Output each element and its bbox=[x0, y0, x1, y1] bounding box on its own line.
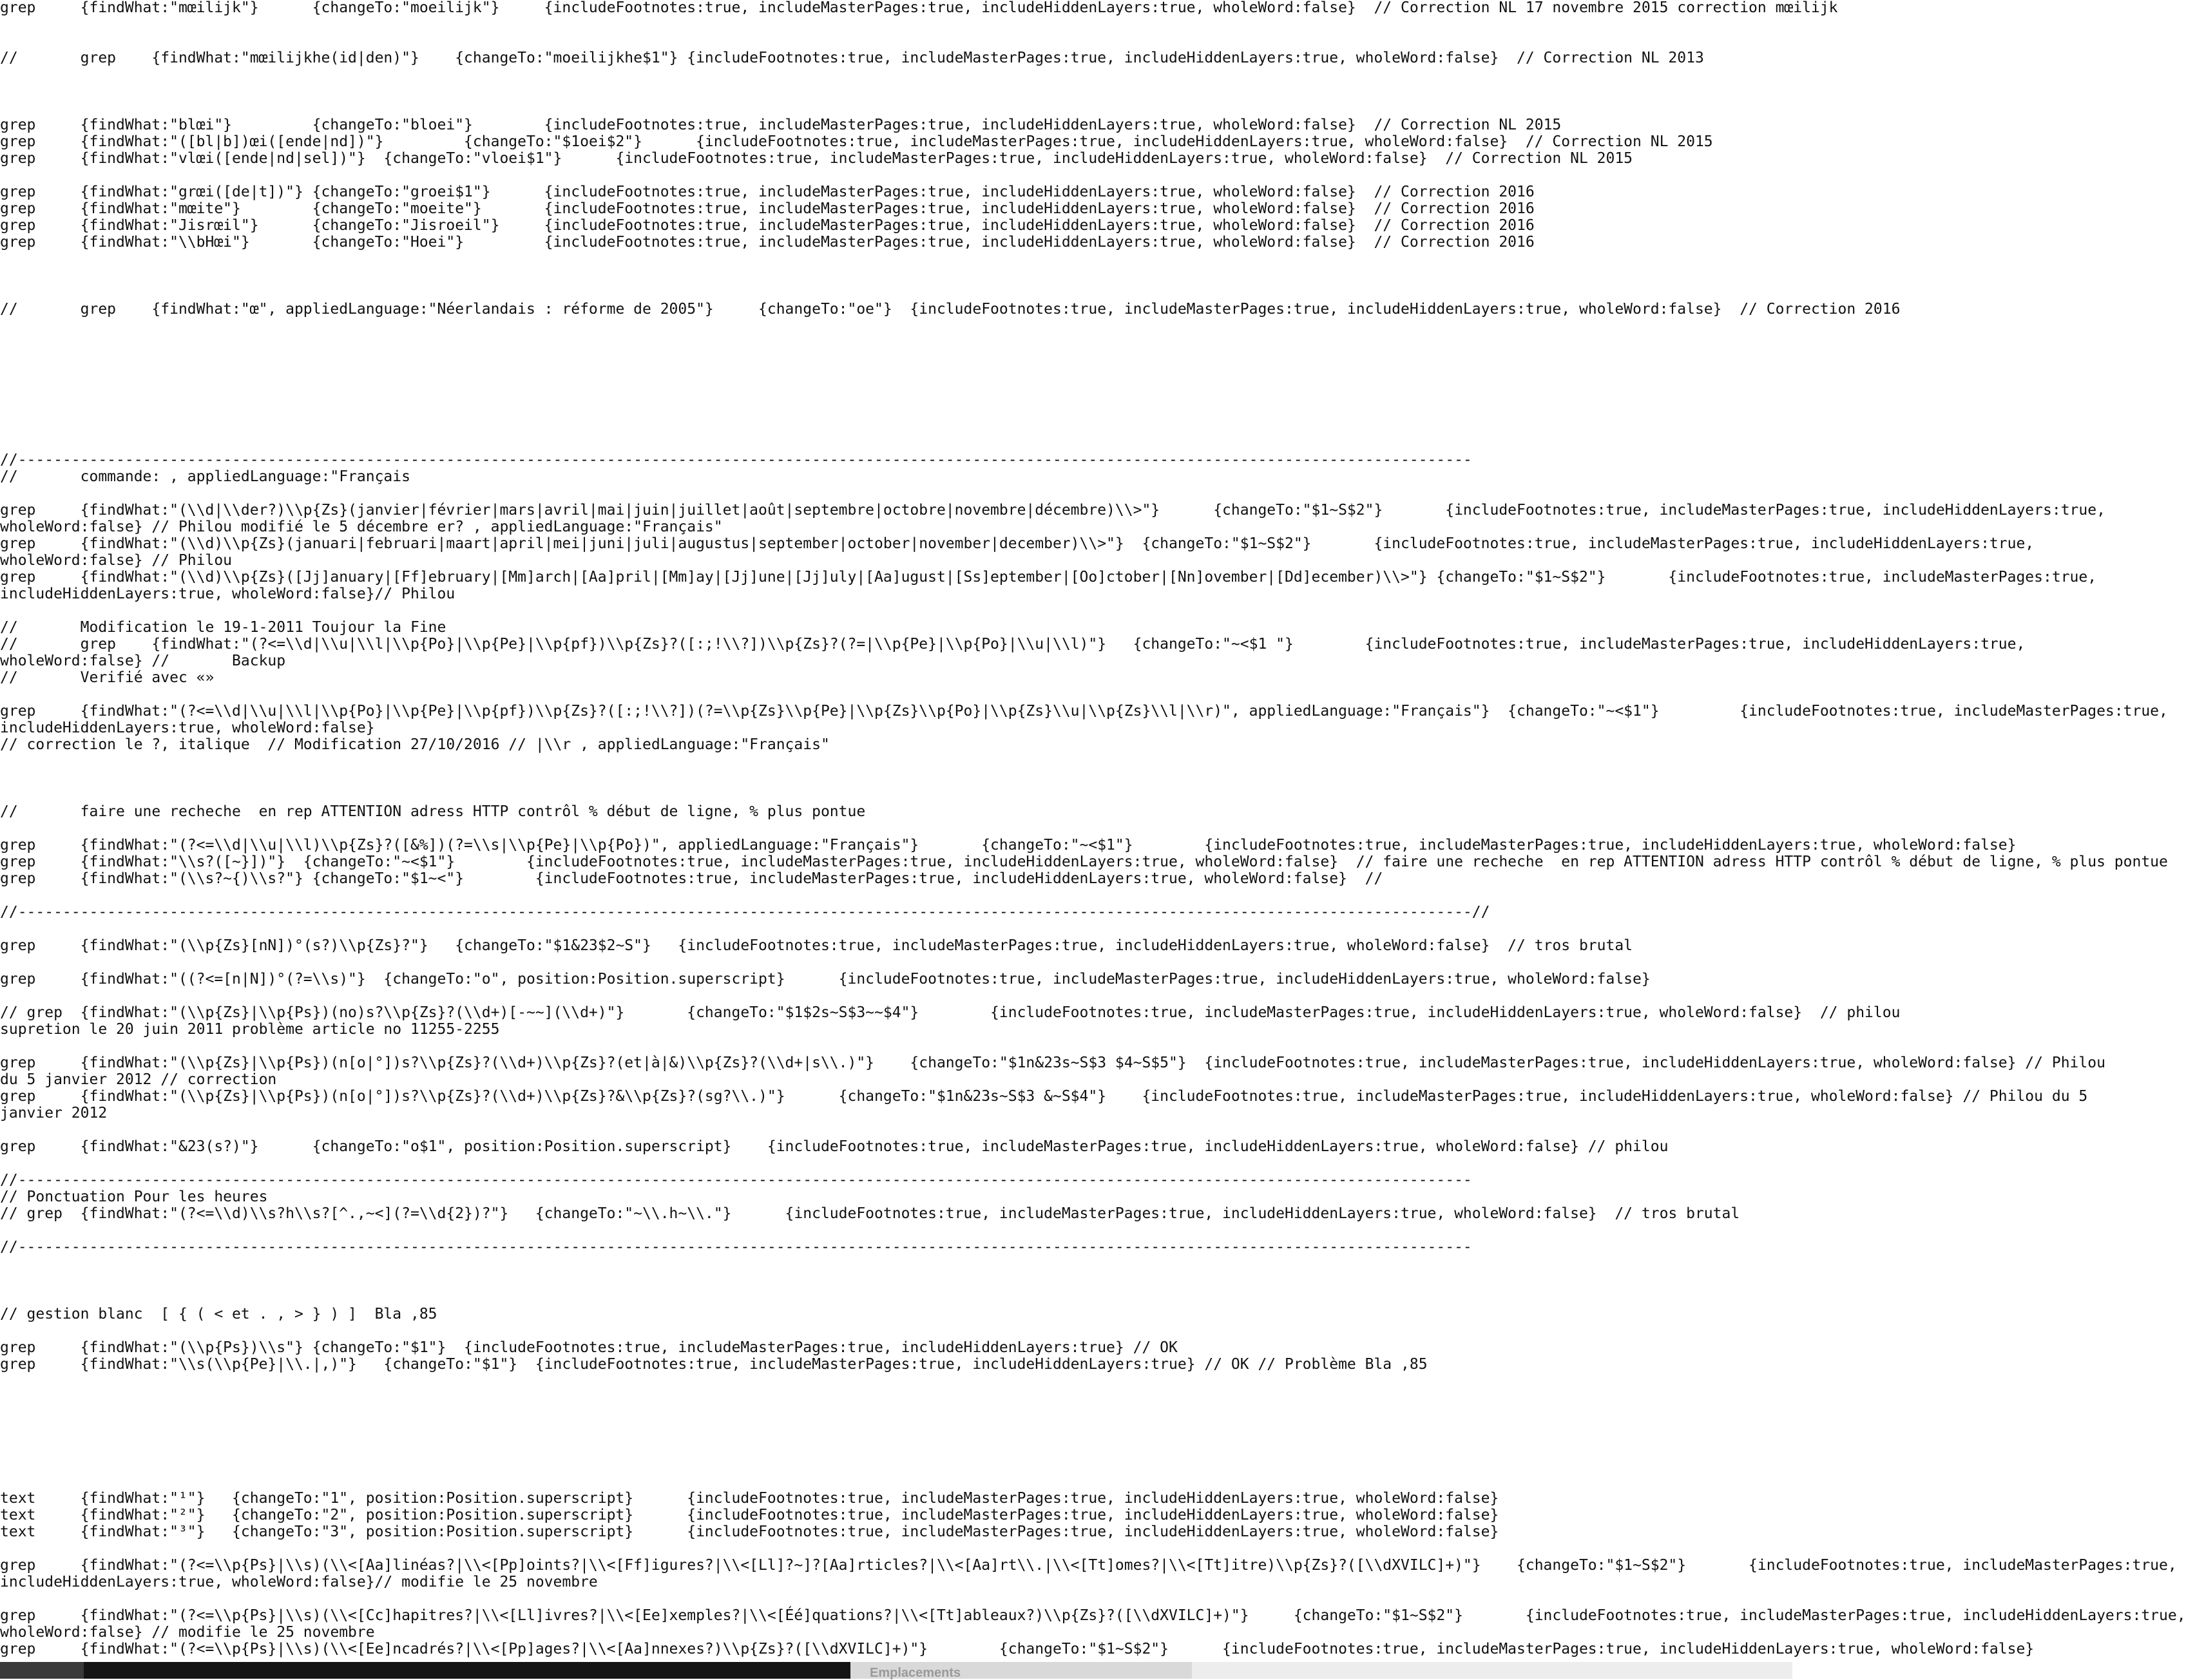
code-line[interactable]: grep {findWhat:"grœi([de|t])"} {changeTo:"groei$1"} {includeFootnotes:true, includeMasterPages:true, includeHiddenLayers:true, wholeWord:false} // Correction 2016 bbox=[0, 184, 1535, 200]
code-line[interactable]: // faire une recheche en rep ATTENTION adress HTTP contrôl % début de ligne, % plus pontue bbox=[0, 803, 866, 820]
code-line[interactable]: includeHiddenLayers:true, wholeWord:false}// modifie le 25 novembre bbox=[0, 1574, 598, 1590]
code-line[interactable]: janvier 2012 bbox=[0, 1105, 108, 1122]
code-line[interactable]: grep {findWhat:"mœilijk"} {changeTo:"moeilijk"} {includeFootnotes:true, includeMasterPages:true, includeHiddenLayers:true, wholeWord:false} // Correction NL 17 novembre 2015 correction mœilijk bbox=[0, 0, 1838, 16]
code-line[interactable]: grep {findWhat:"\\s?([~}])"} {changeTo:"~<$1"} {includeFootnotes:true, includeMasterPages:true, includeHiddenLayers:true, wholeWord:false} // faire une recheche en rep ATTENTION adress HTTP contrôl % début de ligne, % plus pontue bbox=[0, 854, 2168, 870]
code-line[interactable]: // commande: , appliedLanguage:"Français bbox=[0, 468, 410, 485]
code-line[interactable]: grep {findWhat:"(\\s?~{)\\s?"} {changeTo:"$1~<"} {includeFootnotes:true, includeMasterPages:true, includeHiddenLayers:true, wholeWord:false} // bbox=[0, 870, 1383, 887]
code-line[interactable]: grep {findWhat:"(\\p{Zs}|\\p{Ps})(n[o|°])s?\\p{Zs}?(\\d+)\\p{Zs}?(et|à|&)\\p{Zs}?(\\d+|s\\.)"} {changeTo:"$1n&23s~S$3 $4~S$5"} {includeFootnotes:true, includeMasterPages:true, includeHiddenLayers:true, wholeWord:false} // Philou bbox=[0, 1055, 2105, 1071]
code-line[interactable]: grep {findWhat:"vlœi([ende|nd|sel])"} {changeTo:"vloei$1"} {includeFootnotes:true, includeMasterPages:true, includeHiddenLayers:true, wholeWord:false} // Correction NL 2015 bbox=[0, 150, 1633, 167]
code-line[interactable]: // grep {findWhat:"œ", appliedLanguage:"Néerlandais : réforme de 2005"} {changeTo:"oe"} {includeFootnotes:true, includeMasterPages:true, includeHiddenLayers:true, wholeWord:false} // Correction 2016 bbox=[0, 301, 1901, 318]
code-line[interactable]: grep {findWhat:"((?<=[n|N])°(?=\\s)"} {changeTo:"o", position:Position.superscript} {includeFootnotes:true, includeMasterPages:true, includeHiddenLayers:true, wholeWord:false} bbox=[0, 971, 1651, 988]
code-line[interactable]: // correction le ?, italique // Modification 27/10/2016 // |\\r , appliedLanguage:"Français" bbox=[0, 736, 830, 753]
code-line[interactable]: grep {findWhat:"(\\p{Zs}|\\p{Ps})(n[o|°])s?\\p{Zs}?(\\d+)\\p{Zs}?&\\p{Zs}?(sg?\\.)"} {changeTo:"$1n&23s~S$3 &~S$4"} {includeFootnotes:true, includeMasterPages:true, includeHiddenLayers:true, wholeWord:false} // Philou du 5 bbox=[0, 1088, 2088, 1105]
code-line[interactable]: // Verifié avec «» bbox=[0, 669, 215, 686]
code-line[interactable]: //------------------------------------------------------------------------------------------------------------------------------------------------------------------- bbox=[0, 1239, 1472, 1255]
code-line[interactable]: //------------------------------------------------------------------------------------------------------------------------------------------------------------------- bbox=[0, 1172, 1472, 1188]
panel-tab-dark[interactable] bbox=[84, 1662, 850, 1679]
code-line[interactable]: grep {findWhat:"&23(s?)"} {changeTo:"o$1", position:Position.superscript} {includeFootnotes:true, includeMasterPages:true, includeHiddenLayers:true, wholeWord:false} // philou bbox=[0, 1138, 1669, 1155]
code-line[interactable]: grep {findWhat:"mœite"} {changeTo:"moeite"} {includeFootnotes:true, includeMasterPages:true, includeHiddenLayers:true, wholeWord:false} // Correction 2016 bbox=[0, 200, 1535, 217]
code-line[interactable]: //-------------------------------------------------------------------------------------------------------------------------------------------------------------------// bbox=[0, 904, 1490, 921]
code-line[interactable]: // grep {findWhat:"(?<=\\d)\\s?h\\s?[^.,~<](?=\\d{2})?"} {changeTo:"~\\.h~\\."} {includeFootnotes:true, includeMasterPages:true, includeHiddenLayers:true, wholeWord:false} // tros brutal bbox=[0, 1205, 1740, 1222]
code-line[interactable]: grep {findWhat:"\\s(\\p{Pe}|\\.|,)"} {changeTo:"$1"} {includeFootnotes:true, includeMasterPages:true, includeHiddenLayers:true} // OK // Problème Bla ,85 bbox=[0, 1356, 1428, 1373]
code-line[interactable]: text {findWhat:"¹"} {changeTo:"1", position:Position.superscript} {includeFootnotes:true, includeMasterPages:true, includeHiddenLayers:true, wholeWord:false} bbox=[0, 1490, 1499, 1507]
code-line[interactable]: includeHiddenLayers:true, wholeWord:false} bbox=[0, 720, 375, 736]
code-line[interactable]: grep {findWhat:"(\\d|\\der?)\\p{Zs}(janvier|février|mars|avril|mai|juin|juillet|août|septembre|octobre|novembre|décembre)\\>"} {changeTo:"$1~S$2"} {includeFootnotes:true, includeMasterPages:true, includeHiddenLayers:true, bbox=[0, 502, 2105, 519]
code-line[interactable]: // grep {findWhat:"(\\p{Zs}|\\p{Ps})(no)s?\\p{Zs}?(\\d+)[-~~](\\d+)"} {changeTo:"$1$2s~S$3~~$4"} {includeFootnotes:true, includeMasterPages:true, includeHiddenLayers:true, wholeWord:false} // philou bbox=[0, 1004, 1901, 1021]
code-line[interactable]: grep {findWhat:"\\bHœi"} {changeTo:"Hoei"} {includeFootnotes:true, includeMasterPages:true, includeHiddenLayers:true, wholeWord:false} // Correction 2016 bbox=[0, 234, 1535, 251]
code-line[interactable]: wholeWord:false} // Philou bbox=[0, 552, 233, 569]
panel-tab-empty bbox=[1192, 1662, 1792, 1679]
code-line[interactable]: // grep {findWhat:"mœilijkhe(id|den)"} {changeTo:"moeilijkhe$1"} {includeFootnotes:true, includeMasterPages:true, includeHiddenLayers:true, wholeWord:false} // Correction NL 2013 bbox=[0, 50, 1704, 66]
code-line[interactable]: //------------------------------------------------------------------------------------------------------------------------------------------------------------------- bbox=[0, 452, 1472, 468]
code-line[interactable]: du 5 janvier 2012 // correction bbox=[0, 1071, 277, 1088]
code-line[interactable]: grep {findWhat:"(\\p{Zs}[nN])°(s?)\\p{Zs}?"} {changeTo:"$1&23$2~S"} {includeFootnotes:true, includeMasterPages:true, includeHiddenLayers:true, wholeWord:false} // tros brutal bbox=[0, 937, 1633, 954]
code-line[interactable]: text {findWhat:"²"} {changeTo:"2", position:Position.superscript} {includeFootnotes:true, includeMasterPages:true, includeHiddenLayers:true, wholeWord:false} bbox=[0, 1507, 1499, 1523]
code-line[interactable]: grep {findWhat:"(?<=\\d|\\u|\\l)\\p{Zs}?([&%])(?=\\s|\\p{Pe}|\\p{Po})", appliedLanguage:"Français"} {changeTo:"~<$1"} {includeFootnotes:true, includeMasterPages:true, includeHiddenLayers:true, wholeWord:false} bbox=[0, 837, 2017, 854]
code-line[interactable]: wholeWord:false} // Backup bbox=[0, 653, 286, 669]
code-line[interactable]: wholeWord:false} // modifie le 25 novembre bbox=[0, 1624, 375, 1641]
code-line[interactable]: grep {findWhat:"(\\p{Ps})\\s"} {changeTo:"$1"} {includeFootnotes:true, includeMasterPages:true, includeHiddenLayers:true} // OK bbox=[0, 1339, 1178, 1356]
code-line[interactable]: grep {findWhat:"(\\d)\\p{Zs}(januari|februari|maart|april|mei|juni|juli|augustus|september|october|november|december)\\>"} {changeTo:"$1~S$2"} {includeFootnotes:true, includeMasterPages:true, includeHiddenLayers:true, bbox=[0, 535, 2035, 552]
code-line[interactable]: includeHiddenLayers:true, wholeWord:false}// Philou bbox=[0, 586, 455, 602]
code-line[interactable]: text {findWhat:"³"} {changeTo:"3", position:Position.superscript} {includeFootnotes:true, includeMasterPages:true, includeHiddenLayers:true, wholeWord:false} bbox=[0, 1523, 1499, 1540]
code-line[interactable]: supretion le 20 juin 2011 problème article no 11255-2255 bbox=[0, 1021, 500, 1038]
code-line[interactable]: grep {findWhat:"(?<=\\p{Ps}|\\s)(\\<[Aa]linéas?|\\<[Pp]oints?|\\<[Ff]igures?|\\<[Ll]?~]?[Aa]rticles?|\\<[Aa]rt\\.|\\<[Tt]omes?|\\<[Tt]itre)\\p{Zs}?([\\dXVILC]+)"} {changeTo:"$1~S$2"} {includeFootnotes:true, includeMasterPages:true, bbox=[0, 1557, 2177, 1574]
code-line[interactable]: grep {findWhat:"blœi"} {changeTo:"bloei"} {includeFootnotes:true, includeMasterPages:true, includeHiddenLayers:true, wholeWord:false} // Correction NL 2015 bbox=[0, 117, 1562, 133]
code-line[interactable]: // grep {findWhat:"(?<=\\d|\\u|\\l|\\p{Po}|\\p{Pe}|\\p{pf})\\p{Zs}?([:;!\\?])\\p{Zs}?(?=|\\p{Pe}|\\p{Po}|\\u|\\l)"} {changeTo:"~<$1 "} {includeFootnotes:true, includeMasterPages:true, includeHiddenLayers:true, bbox=[0, 636, 2026, 653]
code-line[interactable]: grep {findWhat:"(\\d)\\p{Zs}([Jj]anuary|[Ff]ebruary|[Mm]arch|[Aa]pril|[Mm]ay|[Jj]une|[Jj]uly|[Aa]ugust|[Ss]eptember|[Oo]ctober|[Nn]ovember|[Dd]ecember)\\>"} {changeTo:"$1~S$2"} {includeFootnotes:true, includeMasterPages:true, bbox=[0, 569, 2097, 586]
code-line[interactable]: // Modification le 19-1-2011 Toujour la Fine bbox=[0, 619, 446, 636]
code-line[interactable]: grep {findWhat:"(?<=\\p{Ps}|\\s)(\\<[Cc]hapitres?|\\<[Ll]ivres?|\\<[Ee]xemples?|\\<[Éé]quations?|\\<[Tt]ableaux?)\\p{Zs}?([\\dXVILC]+)"} {changeTo:"$1~S$2"} {includeFootnotes:true, includeMasterPages:true, includeHiddenLayers:true, bbox=[0, 1607, 2186, 1624]
code-line[interactable]: wholeWord:false} // Philou modifié le 5 décembre er? , appliedLanguage:"Français" bbox=[0, 519, 723, 535]
code-line[interactable]: // Ponctuation Pour les heures bbox=[0, 1188, 268, 1205]
code-line[interactable]: grep {findWhat:"(?<=\\p{Ps}|\\s)(\\<[Ee]ncadrés?|\\<[Pp]ages?|\\<[Aa]nnexes?)\\p{Zs}?([\\dXVILC]+)"} {changeTo:"$1~S$2"} {includeFootnotes:true, includeMasterPages:true, includeHiddenLayers:true, wholeWord:false} bbox=[0, 1641, 2035, 1657]
code-line[interactable]: grep {findWhat:"(?<=\\d|\\u|\\l|\\p{Po}|\\p{Pe}|\\p{pf})\\p{Zs}?([:;!\\?])(?=\\p{Zs}\\p{Pe}|\\p{Zs}\\p{Po}|\\p{Zs}\\u|\\p{Zs}\\l|\\r)", appliedLanguage:"Français"} {changeTo:"~<$1"} {includeFootnotes:true, includeMasterPages:true, bbox=[0, 703, 2168, 720]
code-line[interactable]: grep {findWhat:"Jisrœil"} {changeTo:"Jisroeil"} {includeFootnotes:true, includeMasterPages:true, includeHiddenLayers:true, wholeWord:false} // Correction 2016 bbox=[0, 217, 1535, 234]
emplacements-label: Emplacements bbox=[870, 1666, 961, 1680]
code-line[interactable]: // gestion blanc [ { ( < et . , > } ) ] Bla ,85 bbox=[0, 1306, 437, 1322]
code-line[interactable]: grep {findWhat:"([bl|b])œi([ende|nd])"} {changeTo:"$1oei$2"} {includeFootnotes:true, includeMasterPages:true, includeHiddenLayers:true, wholeWord:false} // Correction NL 2015 bbox=[0, 133, 1713, 150]
